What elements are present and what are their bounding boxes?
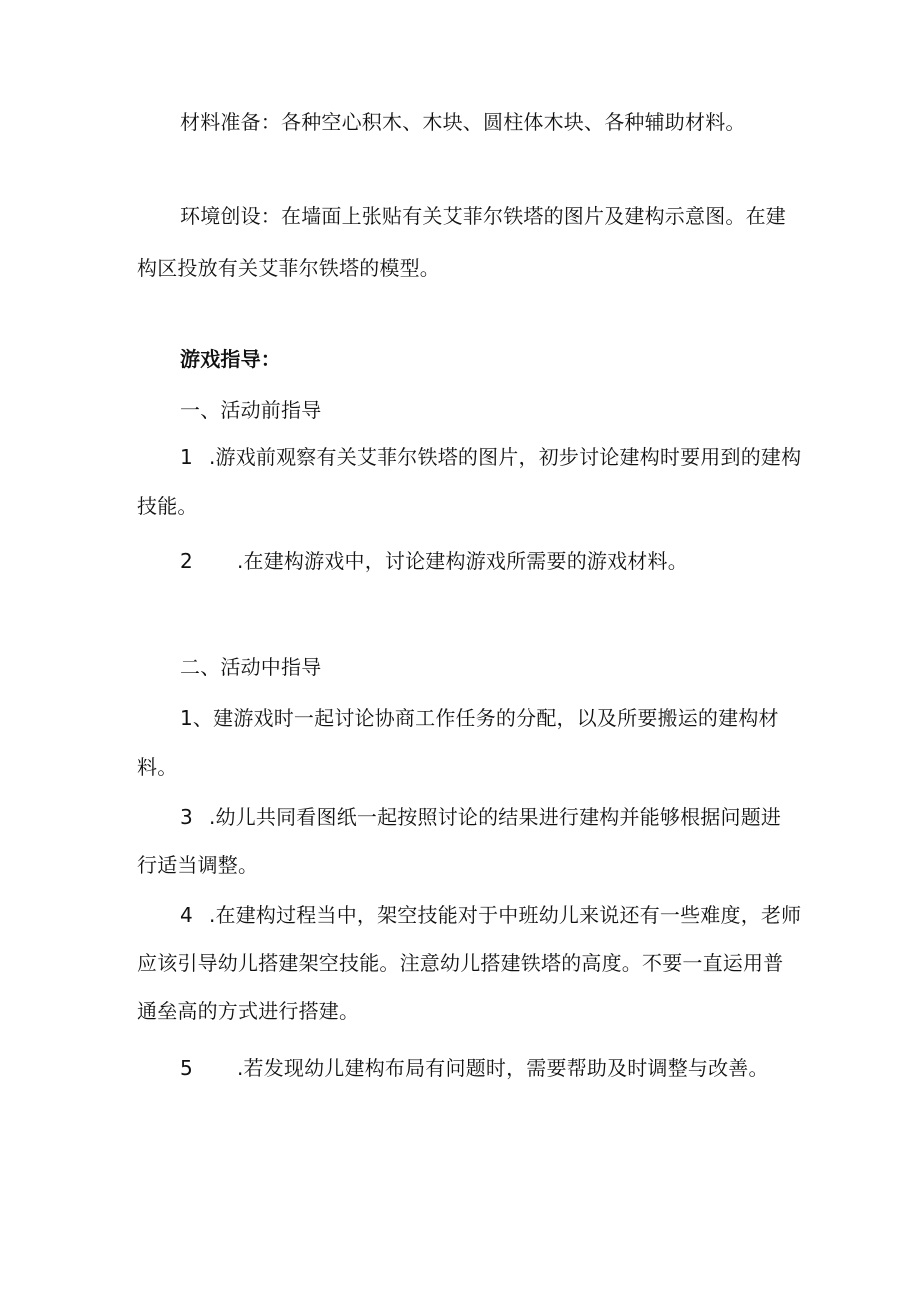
- item-text: .在建构游戏中，讨论建构游戏所需要的游戏材料。: [236, 549, 688, 573]
- section-1-heading: 一、活动前指导: [180, 398, 322, 422]
- environment-paragraph-line-2: 构区投放有关艾菲尔铁塔的模型。: [137, 256, 440, 280]
- section-1-item-1-line-1: [180, 443, 801, 471]
- item-number: 1: [180, 445, 193, 469]
- item-text: .幼儿共同看图纸一起按照讨论的结果进行建构并能够根据问题进: [208, 805, 782, 829]
- section-2-item-4-line-2: 应该引导幼儿搭建架空技能。注意幼儿搭建铁塔的高度。不要一直运用普: [137, 951, 784, 975]
- environment-paragraph-line-1: 环境创设：在墙面上张贴有关艾菲尔铁塔的图片及建构示意图。在建: [180, 204, 786, 228]
- section-1-item-2: [180, 547, 688, 575]
- item-number: 5: [180, 1056, 193, 1080]
- section-1-item-1-line-2: 技能。: [137, 494, 198, 518]
- section-2-item-1-line-2: 料。: [137, 755, 178, 779]
- item-number: 2: [180, 549, 193, 573]
- item-text: .在建构过程当中，架空技能对于中班幼儿来说还有一些难度，老师: [208, 903, 802, 927]
- item-text: .若发现幼儿建构布局有问题时，需要帮助及时调整与改善。: [236, 1056, 769, 1080]
- section-2-item-3-line-1: [180, 803, 781, 831]
- section-2-item-3-line-2: 行适当调整。: [137, 853, 259, 877]
- section-2-item-4-line-3: 通垒高的方式进行搭建。: [137, 999, 360, 1023]
- section-2-item-1-line-1: 1、建游戏时一起讨论协商工作任务的分配，以及所要搬运的建构材: [180, 706, 779, 730]
- item-number: 3: [180, 805, 193, 829]
- section-2-heading: 二、活动中指导: [180, 655, 322, 679]
- materials-paragraph: 材料准备：各种空心积木、木块、圆柱体木块、各种辅助材料。: [180, 110, 746, 134]
- section-2-item-5: [180, 1054, 769, 1082]
- item-number: 4: [180, 903, 193, 927]
- section-2-item-4-line-1: [180, 901, 801, 929]
- guidance-heading: 游戏指导：: [180, 347, 281, 371]
- item-text: .游戏前观察有关艾菲尔铁塔的图片，初步讨论建构时要用到的建构: [208, 445, 802, 469]
